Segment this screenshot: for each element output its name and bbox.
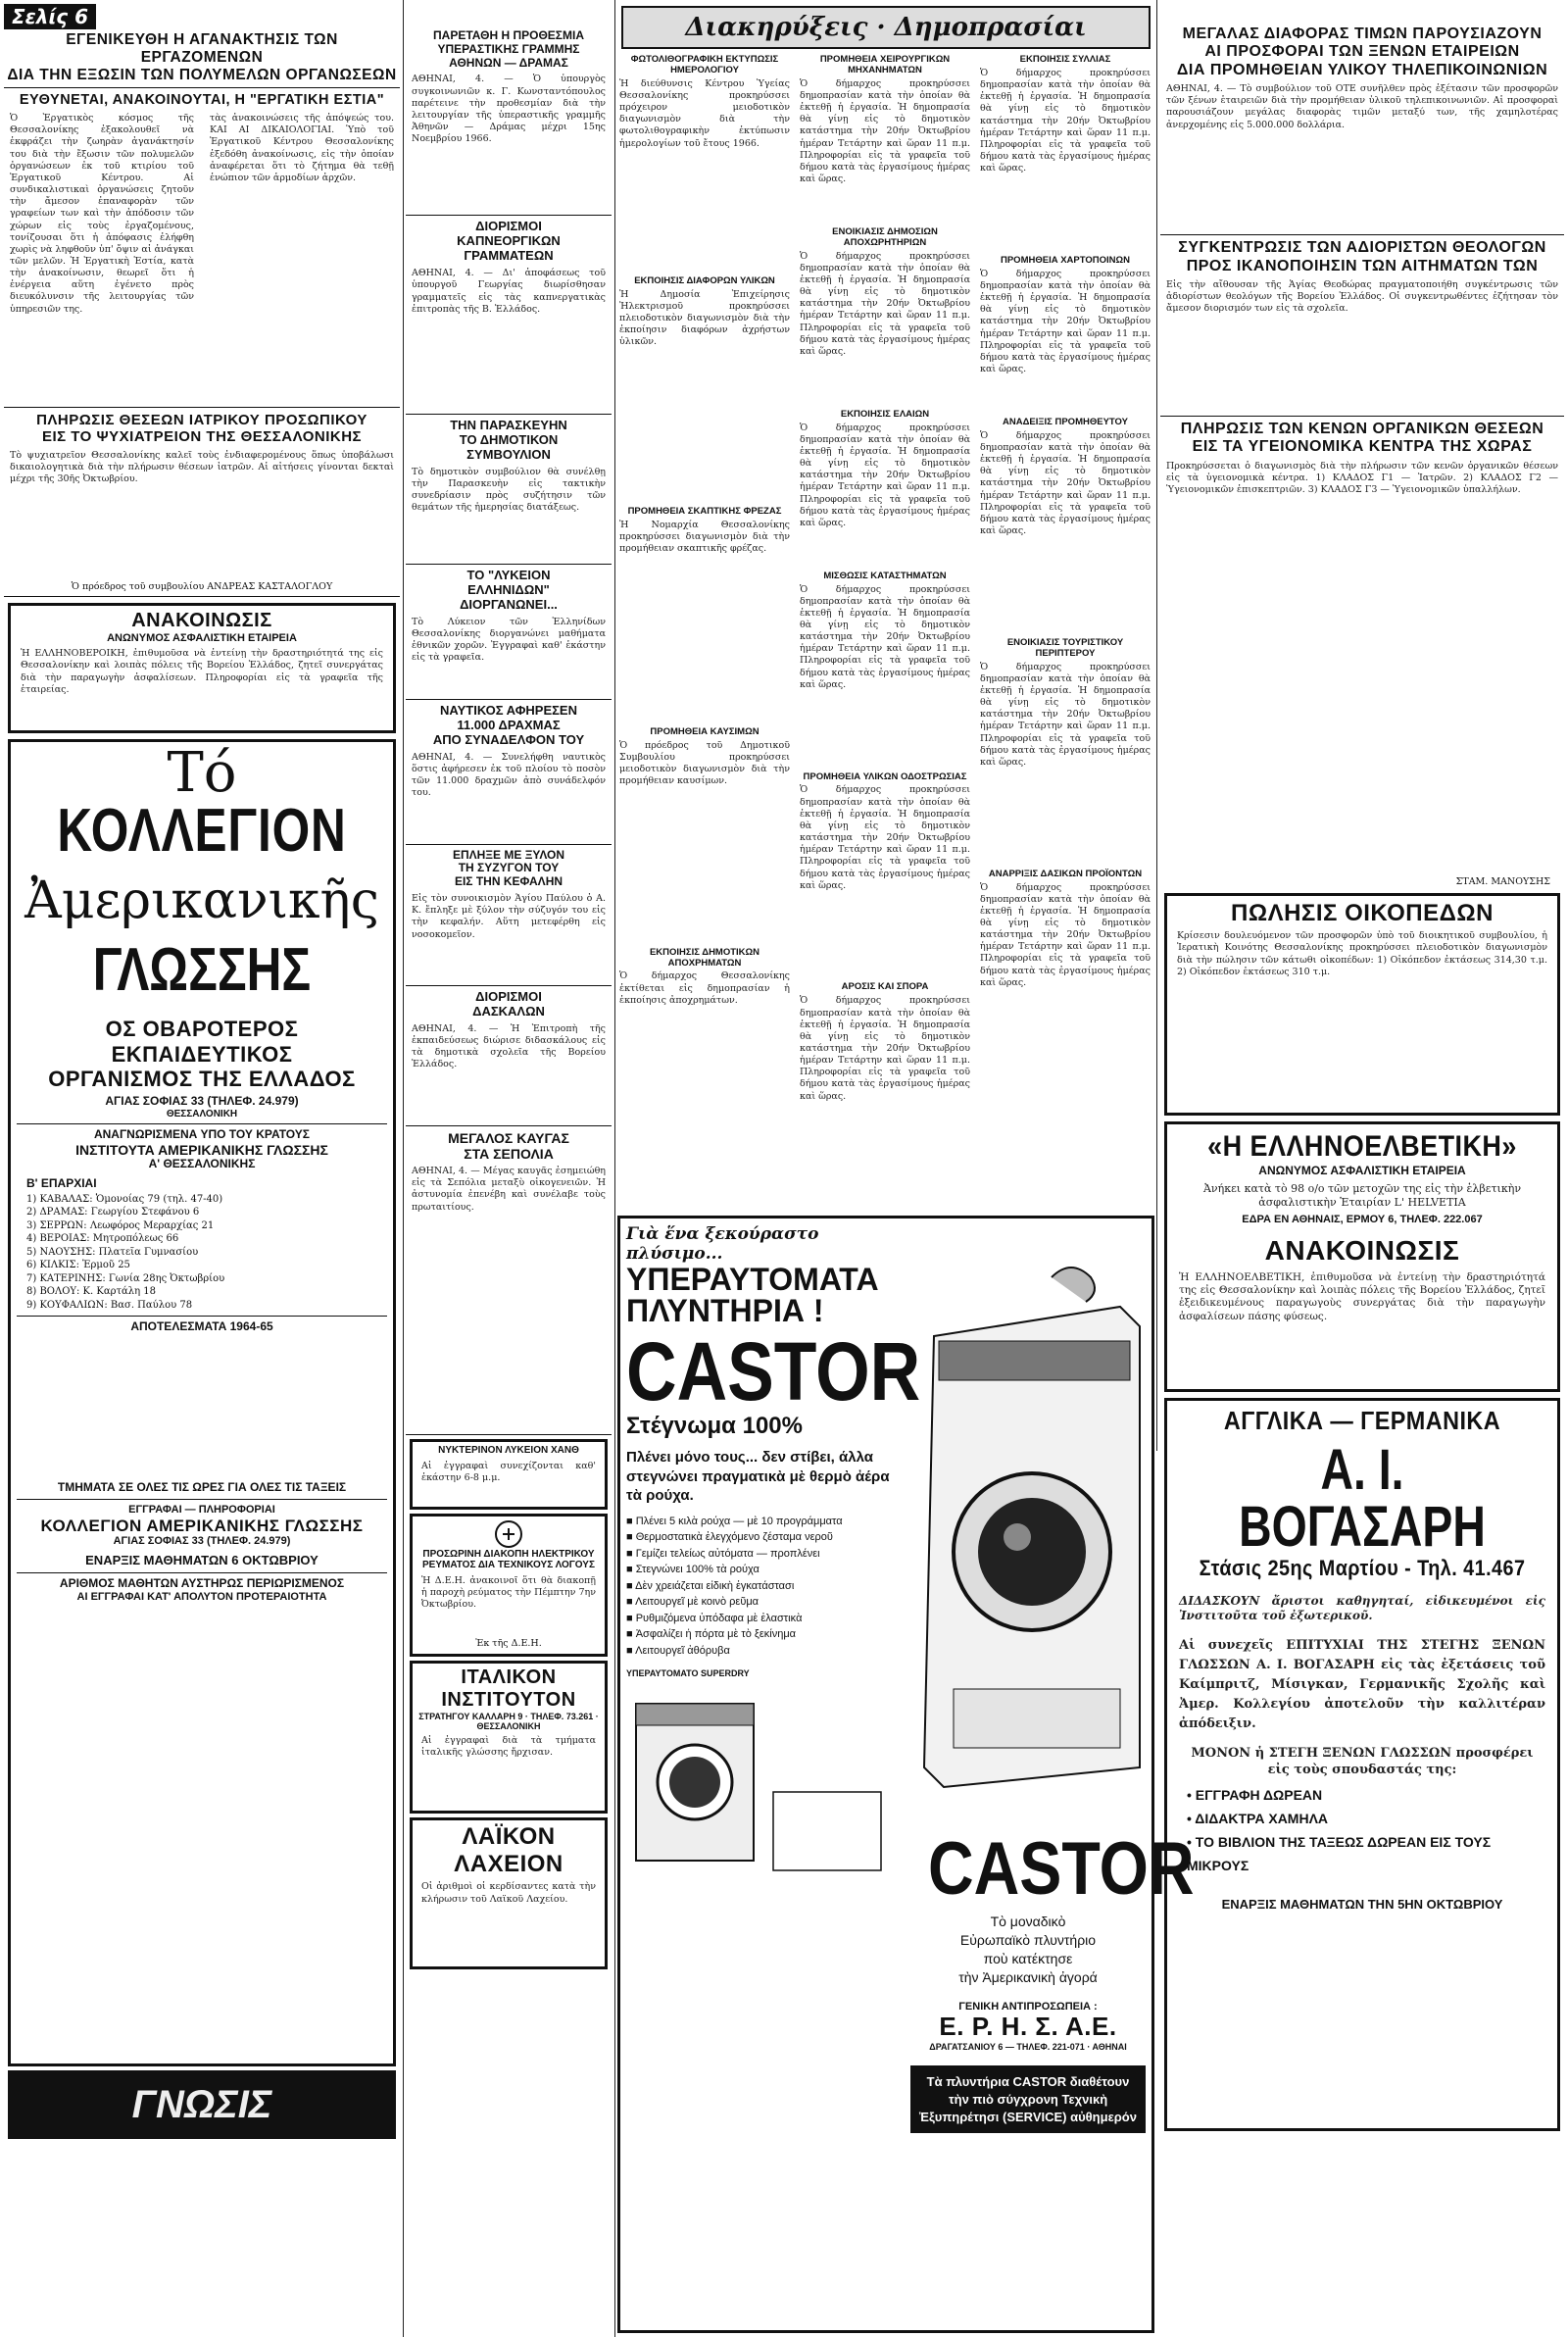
list-item: ■ Ἀσφαλίζει ἡ πόρτα μὲ τὸ ξεκίνημα <box>626 1628 797 1640</box>
list-item: ■ Γεμίζει τελείως αὐτόματα — προπλένει <box>626 1547 820 1560</box>
helvetia-ad: «Η ΕΛΛΗΝΟΕΛΒΕΤΙΚΗ» ΑΝΩΝΥΜΟΣ ΑΣΦΑΛΙΣΤΙΚΗ ΕΤΑΙΡΕΙΑ Ἀνήκει κατὰ τὸ 98 ο/ο τῶν μετοχῶν της εἰς τὴν ἑλβετικὴν ἀσφαλιστικὴν Ἑταιρίαν L' HELVETIA ΕΔΡΑ ΕΝ ΑΘΗΝΑΙΣ, ΕΡΜΟΥ 6, ΤΗΛΕΦ. 222.067 ΑΝΑΚΟΙΝΩΣΙΣ Ἡ ΕΛΛΗΝΟΕΛΒΕΤΙΚΗ, ἐπιθυμοῦσα νὰ ἐντείνῃ τὴν δραστηριότητά της εἰς Θεσσαλονίκην καὶ λοιπὰς πόλεις τῆς Βορείου Ἑλλάδος, ζητεῖ ἐξειδικευμένους παραγωγοὺς συνεργάτας διὰ τὴν παραγωγὴν ἀσφαλίσεων πάσης φύσεως. <box>1164 1121 1560 1391</box>
list-item: ■ Πλένει 5 κιλὰ ρούχα — μὲ 10 προγράμματα <box>626 1515 843 1527</box>
price-headline: ΜΕΓΑΛΑΣ ΔΙΑΦΟΡΑΣ ΤΙΜΩΝ ΠΑΡΟΥΣΙΑΖΟΥΝ ΑΙ ΠΡΟΣΦΟΡΑΙ ΤΩΝ ΞΕΝΩΝ ΕΤΑΙΡΕΙΩΝ ΔΙΑ ΠΡΟΜΗΘΕΙΑΝ ΥΛΙΚΟΥ ΤΗΛΕΠΙΚΟΙΝΩΝΙΩΝ <box>1176 25 1548 78</box>
main-headline: ΕΓΕΝΙΚΕΥΘΗ Η ΑΓΑΝΑΚΤΗΣΙΣ ΤΩΝ ΕΡΓΑΖΟΜΕΝΩΝ ΔΙΑ ΤΗΝ ΕΞΩΣΙΝ ΤΩΝ ΠΟΛΥΜΕΛΩΝ ΟΡΓΑΝΩΣΕΩΝ ΕΥΘΥΝΕΤΑΙ, ΑΝΑΚΟΙΝΟΥΤΑΙ, Η "ΕΡΓΑΤΙΚΗ ΕΣΤΙΑ" <box>4 31 400 109</box>
service-banner: Τὰ πλυντήρια CASTOR διαθέτουν τὴν πιὸ σύγχρονη Τεχνικὴ Ἐξυπηρέτησι (SERVICE) αὐθημερόν <box>910 2065 1146 2133</box>
section-label: Σελίς 6 <box>4 4 96 29</box>
list-item: 4) ΒΕΡΟΙΑΣ: Μητροπόλεως 66 <box>26 1233 179 1245</box>
list-item: 9) ΚΟΥΦΑΛΙΩΝ: Βασ. Παύλου 78 <box>26 1299 193 1311</box>
castor-advertisement: Γιὰ ἕνα ξεκούραστο πλύσιμο... ΥΠΕΡΑΥΤΟΜΑΤΑ ΠΛΥΝΤΗΡΙΑ ! CASTOR Στέγνωμα 100% Πλένει μόνο τους... δεν στίβει, άλλα στεγνώνει πραγματικὰ μὲ θερμὸ ἀέρα τὰ ρούχα. ■ Πλένει 5 κιλὰ ρούχα — μὲ 10 προγράμματα ■ Θερμοστατικὰ ἐλεγχόμενο ζέσταμα νεροῦ ■ Γεμίζει τελείως αὐτόματα — προπλένει ■ Στεγνώνει 100% τὰ ρούχα ■ Δὲν χρειάζεται εἰδικὴ ἐγκατάστασι ■ Λειτουργεῖ μὲ κοινὸ ρεῦμα ■ Ρυθμιζόμενα ὑπόδαφα μὲ ἐλαστικὰ ■ Ἀσφαλίζει ἡ πόρτα μὲ τὸ ξεκίνημα ■ Λειτουργεῖ ἀθόρυβα ΥΠΕΡΑΥΤΟΜΑΤΟ SUPERDRY CASTOR Τὸ μοναδικὸ Εὐρωπαϊκὸ πλυντήριο ποὺ κατέκτησε τὴν Ἀμερικανικὴ ἀγορά ΓΕΝΙΚΗ ΑΝΤΙΠΡΟΣΩΠΕΙΑ : Ε. Ρ. Η. Σ. Α.Ε. ΔΡΑΓΑΤΣΑΝΙΟΥ 6 — ΤΗΛΕΦ. 221-071 · ΑΘΗΝΑΙ Τὰ πλυντήρια CASTOR διαθέτουν τὴν πιὸ σύγχρονη Τεχνικὴ Ἐξυπηρέτησι (SERVICE) αὐθημερόν <box>617 1216 1154 2333</box>
column-4: ΜΕΓΑΛΑΣ ΔΙΑΦΟΡΑΣ ΤΙΜΩΝ ΠΑΡΟΥΣΙΑΖΟΥΝ ΑΙ ΠΡΟΣΦΟΡΑΙ ΤΩΝ ΞΕΝΩΝ ΕΤΑΙΡΕΙΩΝ ΔΙΑ ΠΡΟΜΗΘΕΙΑΝ ΥΛΙΚΟΥ ΤΗΛΕΠΙΚΟΙΝΩΝΙΩΝ ΑΘΗΝΑΙ, 4. — Τὸ συμβούλιον τοῦ ΟΤΕ συνῆλθεν πρὸς ἐξέτασιν τῶν προσφορῶν τῶν ξένων ἑταιρειῶν διὰ τὴν προμήθειαν ὑλικοῦ τηλεπικοινωνιῶν. Αἱ προσφοραὶ παρουσιάζουν μεγάλας διαφορὰς τιμῶν μεταξύ των, τῆς χαμηλοτέρας ἀνερχομένης εἰς 5.000.000 δολλάρια. ΣΥΓΚΕΝΤΡΩΣΙΣ ΤΩΝ ΑΔΙΟΡΙΣΤΩΝ ΘΕΟΛΟΓΩΝ ΠΡΟΣ ΙΚΑΝΟΠΟΙΗΣΙΝ ΤΩΝ ΑΙΤΗΜΑΤΩΝ ΤΩΝ Εἰς τὴν αἴθουσαν τῆς Ἁγίας Θεοδώρας πραγματοποιήθη συγκέντρωσις τῶν ἀδιορίστων θεολόγων τῆς Βορείου Ἑλλάδος. Οἱ συγκεντρωθέντες ἐζήτησαν τὸν ἄμεσον διορισμόν των εἰς τὰ σχολεῖα. ΠΛΗΡΩΣΙΣ ΤΩΝ ΚΕΝΩΝ ΟΡΓΑΝΙΚΩΝ ΘΕΣΕΩΝ ΕΙΣ ΤΑ ΥΓΕΙΟΝΟΜΙΚΑ ΚΕΝΤΡΑ ΤΗΣ ΧΩΡΑΣ Προκηρύσσεται ὁ διαγωνισμὸς διὰ τὴν πλήρωσιν τῶν κενῶν ὀργανικῶν θέσεων εἰς τὰ ὑγειονομικὰ κέντρα. 1) ΚΛΑΔΟΣ Γ1 — Ἰατρῶν. 2) ΚΛΑΔΟΣ Γ2 — Ὑγειονομικῶν ἐπισκεπτριῶν. 3) ΚΛΑΔΟΣ Γ3 — Ὑγειονομικῶν ὑπαλλήλων. ΣΤΑΜ. ΜΑΝΟΥΣΗΣ ΠΩΛΗΣΙΣ ΟΙΚΟΠΕΔΩΝ Κρίσεσιν δουλευόμενον τῶν προσφορῶν ὑπὸ τοῦ διοικητικοῦ συμβουλίου, ἡ Ἱερατικὴ Κοινότης Θεσσαλονίκης προκηρύσσει πλειοδοτικὸν διαγωνισμὸν διὰ τὴν πώλησιν τῶν κάτωθι οἰκοπέδων: 1) Οἰκόπεδον ἐκτάσεως 314,30 τ.μ. 2) Οἰκόπεδον ἐκτάσεως 310 τ.μ. «Η ΕΛΛΗΝΟΕΛΒΕΤΙΚΗ» ΑΝΩΝΥΜΟΣ ΑΣΦΑΛΙΣΤΙΚΗ ΕΤΑΙΡΕΙΑ Ἀνήκει κατὰ τὸ 98 ο/ο τῶν μετοχῶν της εἰς τὴν ἑλβετικὴν ἀσφαλιστικὴν Ἑταιρίαν L' HELVETIA ΕΔΡΑ ΕΝ ΑΘΗΝΑΙΣ, ΕΡΜΟΥ 6, ΤΗΛΕΦ. 222.067 ΑΝΑΚΟΙΝΩΣΙΣ Ἡ ΕΛΛΗΝΟΕΛΒΕΤΙΚΗ, ἐπιθυμοῦσα νὰ ἐντείνῃ τὴν δραστηριότητά της εἰς Θεσσαλονίκην καὶ λοιπὰς πόλεις τῆς Βορείου Ἑλλάδος, ζητεῖ ἐξειδικευμένους παραγωγοὺς συνεργάτας διὰ τὴν παραγωγὴν ἀσφαλίσεων πάσης φύσεως. ΑΓΓΛΙΚΑ — ΓΕΡΜΑΝΙΚΑ Α. Ι. ΒΟΓΑΣΑΡΗ Στάσις 25ης Μαρτίου - Τηλ. 41.467 ΔΙΔΑΣΚΟΥΝ ἄριστοι καθηγηταί, εἰδικευμένοι εἰς Ἰνστιτοῦτα τοῦ ἐξωτερικοῦ. Αἱ συνεχεῖς ΕΠΙΤΥΧΙΑΙ ΤΗΣ ΣΤΕΓΗΣ ΞΕΝΩΝ ΓΛΩΣΣΩΝ Α. Ι. ΒΟΓΑΣΑΡΗ εἰς τὰς ἐξετάσεις τοῦ Καίμπριτζ, Μίσιγκαν, Γερμανικῆς Σχολῆς καὶ Ἀμερ. Κολλεγίου ἀποτελοῦν τὴν καλλιτέραν ἀπόδειξιν. ΜΟΝΟΝ ἡ ΣΤΕΓΗ ΞΕΝΩΝ ΓΛΩΣΣΩΝ προσφέρει εἰς τοὺς σπουδαστάς της: • ΕΓΓΡΑΦΗ ΔΩΡΕΑΝ • ΔΙΔΑΚΤΡΑ ΧΑΜΗΛΑ • ΤΟ ΒΙΒΛΙΟΝ ΤΗΣ ΤΑΞΕΩΣ ΔΩΡΕΑΝ ΕΙΣ ΤΟΥΣ ΜΙΚΡΟΥΣ ΕΝΑΡΞΙΣ ΜΑΘΗΜΑΤΩΝ ΤΗΝ 5ΗΝ ΟΚΤΩΒΡΙΟΥ <box>1160 0 1564 2337</box>
notices-subcolumn: ΦΩΤΟΛΙΘΟΓΡΑΦΙΚΗ ΕΚΤΥΠΩΣΙΣ ΗΜΕΡΟΛΟΓΙΟΥ Ἡ διεύθυνσις Κέντρου Ὑγείας Θεσσαλονίκης προκηρύσσει πρόχειρον μειοδοτικὸν διαγωνισμὸν διὰ τὴν φωτολιθογραφικὴν ἐκτύπωσιν ἡμερολογίων τοῦ ἔτους 1966. ΕΚΠΟΙΗΣΙΣ ΔΙΑΦΟΡΩΝ ΥΛΙΚΩΝ Ἡ Δημοσία Ἐπιχείρησις Ἠλεκτρισμοῦ προκηρύσσει πλειοδοτικὸν διαγωνισμὸν διὰ τὴν ἐκποίησιν διαφόρων ἀχρήστων ὑλικῶν. ΠΡΟΜΗΘΕΙΑ ΣΚΑΠΤΙΚΗΣ ΦΡΕΖΑΣ Ἡ Νομαρχία Θεσσαλονίκης προκηρύσσει διαγωνισμὸν διὰ τὴν προμήθειαν σκαπτικῆς φρέζας. ΠΡΟΜΗΘΕΙΑ ΚΑΥΣΙΜΩΝ Ὁ πρόεδρος τοῦ Δημοτικοῦ Συμβουλίου προκηρύσσει μειοδοτικὸν διαγωνισμὸν διὰ τὴν προμήθειαν καυσίμων. ΕΚΠΟΙΗΣΙΣ ΔΗΜΟΤΙΚΩΝ ΑΠΟΧΡΗΜΑΤΩΝ Ὁ δήμαρχος Θεσσαλονίκης ἐκτίθεται εἰς δημοπρασίαν ἡ ἐκποίησις ἀποχρημάτων. <box>619 54 790 1006</box>
column-rule <box>614 0 615 2337</box>
deh-logo-icon <box>489 1519 528 1549</box>
list-item: 5) ΝΑΟΥΣΗΣ: Πλατεῖα Γυμνασίου <box>26 1246 199 1258</box>
list-item: 2) ΔΡΑΜΑΣ: Γεωργίου Στεφάνου 6 <box>26 1207 200 1218</box>
list-item: ■ Λειτουργεῖ ἀθόρυβα <box>626 1644 730 1657</box>
list-item: 7) ΚΑΤΕΡΙΝΗΣ: Γωνία 28ης Ὀκτωβρίου <box>26 1272 225 1284</box>
medical-headline: ΠΛΗΡΩΣΙΣ ΘΕΣΕΩΝ ΙΑΤΡΙΚΟΥ ΠΡΟΣΩΠΙΚΟΥ ΕΙΣ ΤΟ ΨΥΧΙΑΤΡΕΙΟΝ ΤΗΣ ΘΕΣΣΑΛΟΝΙΚΗΣ <box>36 412 368 446</box>
college-advertisement: Τό ΚΟΛΛΕΓΙΟΝ Ἀμερικανικῆς ΓΛΩΣΣΗΣ ΟΣ ΟΒΑΡΟΤΕΡΟΣ ΕΚΠΑΙΔΕΥΤΙΚΟΣ ΟΡΓΑΝΙΣΜΟΣ ΤΗΣ ΕΛΛΑΔΟΣ ΑΓΙΑΣ ΣΟΦΙΑΣ 33 (ΤΗΛΕΦ. 24.979) ΘΕΣΣΑΛΟΝΙΚΗ ΑΝΑΓΝΩΡΙΣΜΕΝΑ ΥΠΟ ΤΟΥ ΚΡΑΤΟΥΣ ΙΝΣΤΙΤΟΥΤΑ ΑΜΕΡΙΚΑΝΙΚΗΣ ΓΛΩΣΣΗΣ Α' ΘΕΣΣΑΛΟΝΙΚΗΣ Β' ΕΠΑΡΧΙΑΙ 1) ΚΑΒΑΛΑΣ: Ὁμονοίας 79 (τηλ. 47-40) 2) ΔΡΑΜΑΣ: Γεωργίου Στεφάνου 6 3) ΣΕΡΡΩΝ: Λεωφόρος Μεραρχίας 21 4) ΒΕΡΟΙΑΣ: Μητροπόλεως 66 5) ΝΑΟΥΣΗΣ: Πλατεῖα Γυμνασίου 6) ΚΙΛΚΙΣ: Ἑρμοῦ 25 7) ΚΑΤΕΡΙΝΗΣ: Γωνία 28ης Ὀκτωβρίου 8) ΒΟΛΟΥ: Κ. Καρτάλη 18 9) ΚΟΥΦΑΛΙΩΝ: Βασ. Παύλου 78 ΑΠΟΤΕΛΕΣΜΑΤΑ 1964-65 ΤΜΗΜΑΤΑ ΣΕ ΟΛΕΣ ΤΙΣ ΩΡΕΣ ΓΙΑ ΟΛΕΣ ΤΙΣ ΤΑΞΕΙΣ ΕΓΓΡΑΦΑΙ — ΠΛΗΡΟΦΟΡΙΑΙ ΚΟΛΛΕΓΙΟΝ ΑΜΕΡΙΚΑΝΙΚΗΣ ΓΛΩΣΣΗΣ ΑΓΙΑΣ ΣΟΦΙΑΣ 33 (ΤΗΛΕΦ. 24.979) ΕΝΑΡΞΙΣ ΜΑΘΗΜΑΤΩΝ 6 ΟΚΤΩΒΡΙΟΥ ΑΡΙΘΜΟΣ ΜΑΘΗΤΩΝ ΑΥΣΤΗΡΩΣ ΠΕΡΙΩΡΙΣΜΕΝΟΣ ΑΙ ΕΓΓΡΑΦΑΙ ΚΑΤ' ΑΠΟΛΥΤΟΝ ΠΡΟΤΕΡΑΙΟΤΗΤΑ <box>8 739 396 2066</box>
castor-logo: CASTOR <box>626 1325 921 1417</box>
castor-machine-icon <box>905 1258 1150 1807</box>
list-item: 3) ΣΕΡΡΩΝ: Λεωφόρος Μεραρχίας 21 <box>26 1219 215 1231</box>
article-text: Ὁ Ἐργατικὸς κόσμος τῆς Θεσσαλονίκης ἐξακολουθεῖ νὰ ἐκφράζει τὴν ζωηρὰν ἀγανάκτησίν του διὰ τὴν ἔξωσιν τῶν πολυμελῶν ὀργανώσεων ἐκ τοῦ κτιρίου τοῦ Ἐργατικοῦ Κέντρου. Αἱ συνδικαλιστικαὶ ὀργανώσεις ζητοῦν τὴν ἄμεσον ἐπαναφορὰν τῶν γραφείων των καὶ τὴν ἀπόδοσιν τῶν χώρων εἰς τοὺς ἐργαζομένους, τονίζουσαι ὅτι ἡ ἀπόφασις ἐλήφθη χωρὶς νὰ ληφθοῦν ὑπ' ὄψιν αἱ ἀνάγκαι τῶν μελῶν. Ἡ Ἐργατικὴ Ἑστία, κατὰ τὴν ἀνακοίνωσιν, θεωρεῖ ὅτι ἡ ἐνέργεια αὕτη ἐγένετο πρὸς διευκόλυνσιν τῆς λειτουργίας τῶν ὑπηρεσιῶν της. <box>10 113 194 315</box>
column-rule <box>403 0 404 2337</box>
article-text: Τὸ ψυχιατρεῖον Θεσσαλονίκης καλεῖ τοὺς ἐνδιαφερομένους ὅπως ὑποβάλωσι δικαιολογητικὰ διὰ τὴν πλήρωσιν θέσεων ἰατρῶν. Αἱ αἰτήσεις γίνονται δεκταὶ μέχρι τῆς 30ῆς Ὀκτωβρίου. <box>10 449 394 484</box>
list-item: 6) ΚΙΛΚΙΣ: Ἑρμοῦ 25 <box>26 1260 130 1271</box>
list-item: 8) ΒΟΛΟΥ: Κ. Καρτάλη 18 <box>26 1286 157 1298</box>
list-item: • ΤΟ ΒΙΒΛΙΟΝ ΤΗΣ ΤΑΞΕΩΣ ΔΩΡΕΑΝ ΕΙΣ ΤΟΥΣ ΜΙΚΡΟΥΣ <box>1187 1834 1492 1873</box>
article-text: τὰς ἀνακοινώσεις τῆς ἀπόψεώς του. ΚΑΙ ΑΙ ΔΙΚΑΙΟΛΟΓΙΑΙ. Ὑπὸ τοῦ Ἐργατικοῦ Κέντρου Θεσσαλονίκης ἐξεδόθη ἀνακοίνωσις, εἰς τὴν ὁποίαν ἀναφέρεται ὅτι τὸ ζήτημα θὰ τεθῇ ἐνώπιον τῶν ἁρμοδίων ἀρχῶν. <box>210 113 394 183</box>
land-sale-notice: ΠΩΛΗΣΙΣ ΟΙΚΟΠΕΔΩΝ Κρίσεσιν δουλευόμενον τῶν προσφορῶν ὑπὸ τοῦ διοικητικοῦ συμβουλίου, ἡ Ἱερατικὴ Κοινότης Θεσσαλονίκης προκηρύσσει πλειοδοτικὸν διαγωνισμὸν διὰ τὴν πώλησιν τῶν κάτωθι οἰκοπέδων: 1) Οἰκόπεδον ἐκτάσεως 314,30 τ.μ. 2) Οἰκόπεδον ἐκτάσεως 310 τ.μ. <box>1164 893 1560 1117</box>
bottom-banner: ΓΝΩΣΙΣ <box>8 2070 396 2139</box>
extension-headline: ΠΑΡΕΤΑΘΗ Η ΠΡΟΘΕΣΜΙΑ ΥΠΕΡΑΣΤΙΚΗΣ ΓΡΑΜΜΗΣ ΑΘΗΝΩΝ — ΔΡΑΜΑΣ <box>433 28 584 70</box>
power-outage-notice: ΠΡΟΣΩΡΙΝΗ ΔΙΑΚΟΠΗ ΗΛΕΚΤΡΙΚΟΥ ΡΕΥΜΑΤΟΣ ΔΙΑ ΤΕΧΝΙΚΟΥΣ ΛΟΓΟΥΣ Ἡ Δ.Ε.Η. ἀνακοινοῖ ὅτι θὰ διακοπῇ ἡ παροχὴ ρεύματος τὴν Πέμπτην 7ην Ὀκτωβρίου. Ἐκ τῆς Δ.Ε.Η. <box>410 1514 608 1657</box>
benefits-list <box>1187 1784 1538 1877</box>
washing-machine-illustration <box>626 1684 891 1880</box>
insurance-announcement: ΑΝΑΚΟΙΝΩΣΙΣ ΑΝΩΝΥΜΟΣ ΑΣΦΑΛΙΣΤΙΚΗ ΕΤΑΙΡΕΙΑ Ἡ ΕΛΛΗΝΟΒΕΡΟΙΚΗ, ἐπιθυμοῦσα νὰ ἐντείνῃ τὴν δραστηριότητά της εἰς Θεσσαλονίκην καὶ λοιπὰς πόλεις τῆς Βορείου Ἑλλάδος, ζητεῖ συνεργάτας διὰ τὴν παραγωγὴν ἀσφαλίσεων. Πληροφορίαι εἰς τὰ γραφεῖα τῆς ἑταιρείας. <box>8 603 396 734</box>
lottery-notice: ΛΑΪΚΟΝ ΛΑΧΕΙΟΝ Οἱ ἀριθμοὶ οἱ κερδίσαντες κατὰ τὴν κλήρωσιν τοῦ Λαϊκοῦ Λαχείου. <box>410 1817 608 1969</box>
night-lyceum-ad: ΝΥΚΤΕΡΙΝΟΝ ΛΥΚΕΙΟΝ ΧΑΝΘ Αἱ ἐγγραφαὶ συνεχίζονται καθ' ἑκάστην 6-8 μ.μ. <box>410 1439 608 1510</box>
notices-subcolumn: ΠΡΟΜΗΘΕΙΑ ΧΕΙΡΟΥΡΓΙΚΩΝ ΜΗΧΑΝΗΜΑΤΩΝ Ὁ δήμαρχος προκηρύσσει δημοπρασίαν κατὰ τὴν ὁποίαν θὰ ἐκτεθῇ ἡ ἐργασία. Ἡ δημοπρασία θὰ γίνῃ εἰς τὸ δημοτικὸν κατάστημα τὴν 20ήν Ὀκτωβρίου ἡμέραν Τετάρτην καὶ ὥραν 11 π.μ. Πληροφορίαι εἰς τὰ γραφεῖα τοῦ δήμου κατὰ τὰς ἐργασίμους ἡμέρας καὶ ὥρας. ΕΝΟΙΚΙΑΣΙΣ ΔΗΜΟΣΙΩΝ ΑΠΟΧΩΡΗΤΗΡΙΩΝ Ὁ δήμαρχος προκηρύσσει δημοπρασίαν κατὰ τὴν ὁποίαν θὰ ἐκτεθῇ ἡ ἐργασία. Ἡ δημοπρασία θὰ γίνῃ εἰς τὸ δημοτικὸν κατάστημα τὴν 20ήν Ὀκτωβρίου ἡμέραν Τετάρτην καὶ ὥραν 11 π.μ. Πληροφορίαι εἰς τὰ γραφεῖα τοῦ δήμου κατὰ τὰς ἐργασίμους ἡμέρας καὶ ὥρας. ΕΚΠΟΙΗΣΙΣ ΕΛΑΙΩΝ Ὁ δήμαρχος προκηρύσσει δημοπρασίαν κατὰ τὴν ὁποίαν θὰ ἐκτεθῇ ἡ ἐργασία. Ἡ δημοπρασία θὰ γίνῃ εἰς τὸ δημοτικὸν κατάστημα τὴν 20ήν Ὀκτωβρίου ἡμέραν Τετάρτην καὶ ὥραν 11 π.μ. Πληροφορίαι εἰς τὰ γραφεῖα τοῦ δήμου κατὰ τὰς ἐργασίμους ἡμέρας καὶ ὥρας. ΜΙΣΘΩΣΙΣ ΚΑΤΑΣΤΗΜΑΤΩΝ Ὁ δήμαρχος προκηρύσσει δημοπρασίαν κατὰ τὴν ὁποίαν θὰ ἐκτεθῇ ἡ ἐργασία. Ἡ δημοπρασία θὰ γίνῃ εἰς τὸ δημοτικὸν κατάστημα τὴν 20ήν Ὀκτωβρίου ἡμέραν Τετάρτην καὶ ὥραν 11 π.μ. Πληροφορίαι εἰς τὰ γραφεῖα τοῦ δήμου κατὰ τὰς ἐργασίμους ἡμέρας καὶ ὥρας. ΠΡΟΜΗΘΕΙΑ ΥΛΙΚΩΝ ΟΔΟΣΤΡΩΣΙΑΣ Ὁ δήμαρχος προκηρύσσει δημοπρασίαν κατὰ τὴν ὁποίαν θὰ ἐκτεθῇ ἡ ἐργασία. Ἡ δημοπρασία θὰ γίνῃ εἰς τὸ δημοτικὸν κατάστημα τὴν 20ήν Ὀκτωβρίου ἡμέραν Τετάρτην καὶ ὥραν 11 π.μ. Πληροφορίαι εἰς τὰ γραφεῖα τοῦ δήμου κατὰ τὰς ἐργασίμους ἡμέρας καὶ ὥρας. ΑΡΟΣΙΣ ΚΑΙ ΣΠΟΡΑ Ὁ δήμαρχος προκηρύσσει δημοπρασίαν κατὰ τὴν ὁποίαν θὰ ἐκτεθῇ ἡ ἐργασία. Ἡ δημοπρασία θὰ γίνῃ εἰς τὸ δημοτικὸν κατάστημα τὴν 20ήν Ὀκτωβρίου ἡμέραν Τετάρτην καὶ ὥραν 11 π.μ. Πληροφορίαι εἰς τὰ γραφεῖα τοῦ δήμου κατὰ τὰς ἐργασίμους ἡμέρας καὶ ὥρας. <box>800 54 970 1102</box>
column-rule <box>1156 0 1157 1451</box>
signature: Ὁ πρόεδρος τοῦ συμβουλίου ΑΝΔΡΕΑΣ ΚΑΣΤΑΛΟΓΛΟΥ <box>71 580 333 592</box>
column-1 <box>4 0 400 2337</box>
list-item: ■ Θερμοστατικὰ ἐλεγχόμενο ζέσταμα νεροῦ <box>626 1531 833 1543</box>
list-item: ■ Λειτουργεῖ μὲ κοινὸ ρεῦμα <box>626 1596 760 1608</box>
list-item: ■ Δὲν χρειάζεται εἰδικὴ ἐγκατάστασι <box>626 1579 795 1592</box>
notices-subcolumn: ΕΚΠΟΙΗΣΙΣ ΣΥΛΛΙΑΣ Ὁ δήμαρχος προκηρύσσει δημοπρασίαν κατὰ τὴν ὁποίαν θὰ ἐκτεθῇ ἡ ἐργασία. Ἡ δημοπρασία θὰ γίνῃ εἰς τὸ δημοτικὸν κατάστημα τὴν 20ήν Ὀκτωβρίου ἡμέραν Τετάρτην καὶ ὥραν 11 π.μ. Πληροφορίαι εἰς τὰ γραφεῖα τοῦ δήμου κατὰ τὰς ἐργασίμους ἡμέρας καὶ ὥρας. ΠΡΟΜΗΘΕΙΑ ΧΑΡΤΟΠΟΙΝΩΝ Ὁ δήμαρχος προκηρύσσει δημοπρασίαν κατὰ τὴν ὁποίαν θὰ ἐκτεθῇ ἡ ἐργασία. Ἡ δημοπρασία θὰ γίνῃ εἰς τὸ δημοτικὸν κατάστημα τὴν 20ήν Ὀκτωβρίου ἡμέραν Τετάρτην καὶ ὥραν 11 π.μ. Πληροφορίαι εἰς τὰ γραφεῖα τοῦ δήμου κατὰ τὰς ἐργασίμους ἡμέρας καὶ ὥρας. ΑΝΑΔΕΙΞΙΣ ΠΡΟΜΗΘΕΥΤΟΥ Ὁ δήμαρχος προκηρύσσει δημοπρασίαν κατὰ τὴν ὁποίαν θὰ ἐκτεθῇ ἡ ἐργασία. Ἡ δημοπρασία θὰ γίνῃ εἰς τὸ δημοτικὸν κατάστημα τὴν 20ήν Ὀκτωβρίου ἡμέραν Τετάρτην καὶ ὥραν 11 π.μ. Πληροφορίαι εἰς τὰ γραφεῖα τοῦ δήμου κατὰ τὰς ἐργασίμους ἡμέρας καὶ ὥρας. ΕΝΟΙΚΙΑΣΙΣ ΤΟΥΡΙΣΤΙΚΟΥ ΠΕΡΙΠΤΕΡΟΥ Ὁ δήμαρχος προκηρύσσει δημοπρασίαν κατὰ τὴν ὁποίαν θὰ ἐκτεθῇ ἡ ἐργασία. Ἡ δημοπρασία θὰ γίνῃ εἰς τὸ δημοτικὸν κατάστημα τὴν 20ήν Ὀκτωβρίου ἡμέραν Τετάρτην καὶ ὥραν 11 π.μ. Πληροφορίαι εἰς τὰ γραφεῖα τοῦ δήμου κατὰ τὰς ἐργασίμους ἡμέρας καὶ ὥρας. ΑΝΑΡΡΙΞΙΣ ΔΑΣΙΚΩΝ ΠΡΟΪΟΝΤΩΝ Ὁ δήμαρχος προκηρύσσει δημοπρασίαν κατὰ τὴν ὁποίαν θὰ ἐκτεθῇ ἡ ἐργασία. Ἡ δημοπρασία θὰ γίνῃ εἰς τὸ δημοτικὸν κατάστημα τὴν 20ήν Ὀκτωβρίου ἡμέραν Τετάρτην καὶ ὥραν 11 π.μ. Πληροφορίαι εἰς τὰ γραφεῖα τοῦ δήμου κατὰ τὰς ἐργασίμους ἡμέρας καὶ ὥρας. <box>980 54 1151 988</box>
list-item: ■ Ρυθμιζόμενα ὑπόδαφα μὲ ἐλαστικὰ <box>626 1612 803 1624</box>
vogasari-language-school-ad: ΑΓΓΛΙΚΑ — ΓΕΡΜΑΝΙΚΑ Α. Ι. ΒΟΓΑΣΑΡΗ Στάσις 25ης Μαρτίου - Τηλ. 41.467 ΔΙΔΑΣΚΟΥΝ ἄριστοι καθηγηταί, εἰδικευμένοι εἰς Ἰνστιτοῦτα τοῦ ἐξωτερικοῦ. Αἱ συνεχεῖς ΕΠΙΤΥΧΙΑΙ ΤΗΣ ΣΤΕΓΗΣ ΞΕΝΩΝ ΓΛΩΣΣΩΝ Α. Ι. ΒΟΓΑΣΑΡΗ εἰς τὰς ἐξετάσεις τοῦ Καίμπριτζ, Μίσιγκαν, Γερμανικῆς Σχολῆς καὶ Ἀμερ. Κολλεγίου ἀποτελοῦν τὴν καλλιτέραν ἀπόδειξιν. ΜΟΝΟΝ ἡ ΣΤΕΓΗ ΞΕΝΩΝ ΓΛΩΣΣΩΝ προσφέρει εἰς τοὺς σπουδαστάς της: • ΕΓΓΡΑΦΗ ΔΩΡΕΑΝ • ΔΙΔΑΚΤΡΑ ΧΑΜΗΛΑ • ΤΟ ΒΙΒΛΙΟΝ ΤΗΣ ΤΑΞΕΩΣ ΔΩΡΕΑΝ ΕΙΣ ΤΟΥΣ ΜΙΚΡΟΥΣ ΕΝΑΡΞΙΣ ΜΑΘΗΜΑΤΩΝ ΤΗΝ 5ΗΝ ΟΚΤΩΒΡΙΟΥ <box>1164 1398 1560 2131</box>
castor-feature-list <box>626 1514 899 1660</box>
column-2: ΠΑΡΕΤΑΘΗ Η ΠΡΟΘΕΣΜΙΑ ΥΠΕΡΑΣΤΙΚΗΣ ΓΡΑΜΜΗΣ ΑΘΗΝΩΝ — ΔΡΑΜΑΣ ΑΘΗΝΑΙ, 4. — Ὁ ὑπουργὸς συγκοινωνιῶν κ. Γ. Κωνσταντόπουλος παρέτεινε τὴν προθεσμίαν διὰ τὴν λειτουργίαν τῆς ὑπεραστικῆς γραμμῆς Ἀθηνῶν — Δράμας μέχρι 15ης Νοεμβρίου 1966. ΔΙΟΡΙΣΜΟΙ ΚΑΠΝΕΟΡΓΙΚΩΝ ΓΡΑΜΜΑΤΕΩΝ ΑΘΗΝΑΙ, 4. — Δι' ἀποφάσεως τοῦ ὑπουργοῦ Γεωργίας διωρίσθησαν γραμματεῖς εἰς τὰς καπνεργατικὰς ἐπιτροπὰς τῆς Β. Ἑλλάδος. ΤΗΝ ΠΑΡΑΣΚΕΥΗΝ ΤΟ ΔΗΜΟΤΙΚΟΝ ΣΥΜΒΟΥΛΙΟΝ Τὸ δημοτικὸν συμβούλιον θὰ συνέλθῃ τὴν Παρασκευὴν εἰς τακτικὴν συνεδρίασιν πρὸς συζήτησιν τῶν θεμάτων τῆς ἡμερησίας διατάξεως. ΤΟ "ΛΥΚΕΙΟΝ ΕΛΛΗΝΙΔΩΝ" ΔΙΟΡΓΑΝΩΝΕΙ... Τὸ Λύκειον τῶν Ἑλληνίδων Θεσσαλονίκης διοργανώνει μαθήματα ἐθνικῶν χορῶν. Ἐγγραφαὶ καθ' ἑκάστην εἰς τὰ γραφεῖα. ΝΑΥΤΙΚΟΣ ΑΦΗΡΕΣΕΝ 11.000 ΔΡΑΧΜΑΣ ΑΠΟ ΣΥΝΑΔΕΛΦΟΝ ΤΟΥ ΑΘΗΝΑΙ, 4. — Συνελήφθη ναυτικὸς ὅστις ἀφήρεσεν ἐκ τοῦ πλοίου τὸ ποσὸν τῶν 11.000 δραχμῶν ἀπὸ συνάδελφόν του. ΕΠΛΗΞΕ ΜΕ ΞΥΛΟΝ ΤΗ ΣΥΖΥΓΟΝ ΤΟΥ ΕΙΣ ΤΗΝ ΚΕΦΑΛΗΝ Εἰς τὸν συνοικισμὸν Ἁγίου Παύλου ὁ Α. Κ. ἔπληξε μὲ ξύλον τὴν σύζυγόν του εἰς τὴν κεφαλήν. Αὕτη μετεφέρθη εἰς νοσοκομεῖον. ΔΙΟΡΙΣΜΟΙ ΔΑΣΚΑΛΩΝ ΑΘΗΝΑΙ, 4. — Ἡ Ἐπιτροπὴ τῆς ἐκπαιδεύσεως διώρισε διδασκάλους εἰς τὰ δημοτικὰ σχολεῖα τῆς Βορείου Ἑλλάδος. ΜΕΓΑΛΟΣ ΚΑΥΓΑΣ ΣΤΑ ΣΕΠΟΛΙΑ ΑΘΗΝΑΙ, 4. — Μέγας καυγᾶς ἐσημειώθη εἰς τὰ Σεπόλια μεταξὺ οἰκογενειῶν. Ἡ ἀστυνομία ἐπενέβη καὶ συνέλαβε τοὺς πρωταιτίους. ΝΥΚΤΕΡΙΝΟΝ ΛΥΚΕΙΟΝ ΧΑΝΘ Αἱ ἐγγραφαὶ συνεχίζονται καθ' ἑκάστην 6-8 μ.μ. ΠΡΟΣΩΡΙΝΗ ΔΙΑΚΟΠΗ ΗΛΕΚΤΡΙΚΟΥ ΡΕΥΜΑΤΟΣ ΔΙΑ ΤΕΧΝΙΚΟΥΣ ΛΟΓΟΥΣ Ἡ Δ.Ε.Η. ἀνακοινοῖ ὅτι θὰ διακοπῇ ἡ παροχὴ ρεύματος τὴν Πέμπτην 7ην Ὀκτωβρίου. Ἐκ τῆς Δ.Ε.Η. ΙΤΑΛΙΚΟΝ ΙΝΣΤΙΤΟΥΤΟΝ ΣΤΡΑΤΗΓΟΥ ΚΑΛΛΑΡΗ 9 · ΤΗΛΕΦ. 73.261 · ΘΕΣΣΑΛΟΝΙΚΗ Αἱ ἐγγραφαὶ διὰ τὰ τμήματα ἰταλικῆς γλώσσης ἤρχισαν. ΛΑΪΚΟΝ ΛΑΧΕΙΟΝ Οἱ ἀριθμοὶ οἱ κερδίσαντες κατὰ τὴν κλήρωσιν τοῦ Λαϊκοῦ Λαχείου. <box>406 0 612 2337</box>
notices-section <box>617 0 1154 1211</box>
list-item: • ΔΙΔΑΚΤΡΑ ΧΑΜΗΛΑ <box>1187 1811 1329 1827</box>
notices-masthead: Διακηρύξεις · Δημοπρασίαι <box>621 6 1151 49</box>
italian-institute-ad: ΙΤΑΛΙΚΟΝ ΙΝΣΤΙΤΟΥΤΟΝ ΣΤΡΑΤΗΓΟΥ ΚΑΛΛΑΡΗ 9 · ΤΗΛΕΦ. 73.261 · ΘΕΣΣΑΛΟΝΙΚΗ Αἱ ἐγγραφαὶ διὰ τὰ τμήματα ἰταλικῆς γλώσσης ἤρχισαν. <box>410 1661 608 1815</box>
list-item: 1) ΚΑΒΑΛΑΣ: Ὁμονοίας 79 (τηλ. 47-40) <box>26 1193 223 1205</box>
list-item: ■ Στεγνώνει 100% τὰ ρούχα <box>626 1564 760 1575</box>
list-item: • ΕΓΓΡΑΦΗ ΔΩΡΕΑΝ <box>1187 1787 1323 1804</box>
branch-list <box>26 1193 377 1313</box>
castor-logo: CASTOR <box>928 1827 1195 1911</box>
